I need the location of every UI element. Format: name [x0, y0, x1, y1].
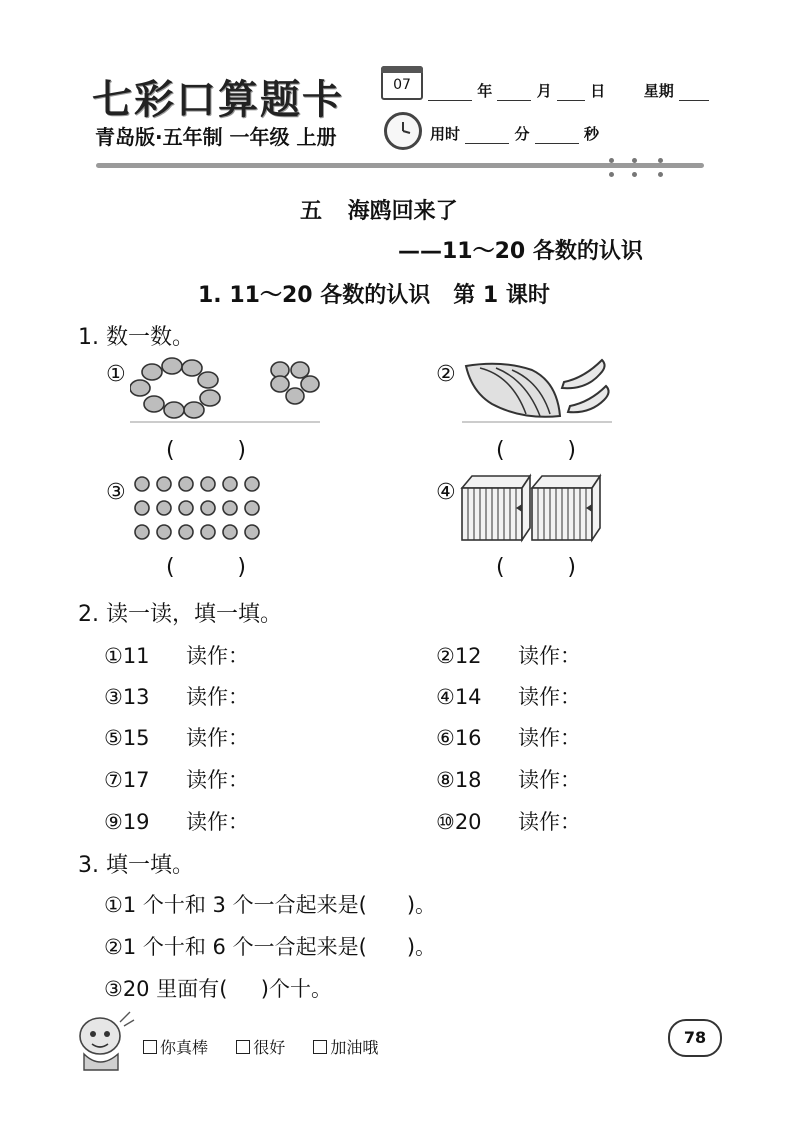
item-number: ④	[436, 480, 456, 505]
year-blank[interactable]	[428, 100, 472, 101]
brand-title: 七彩口算题卡	[92, 76, 344, 123]
month-label: 月	[536, 82, 552, 100]
answer-parentheses[interactable]: ( )	[496, 438, 576, 463]
answer-parentheses[interactable]: ( )	[496, 555, 576, 580]
item-number: ①	[106, 362, 126, 387]
rating-checkbox-keep-going[interactable]: 加油哦	[313, 1038, 378, 1057]
read-item[interactable]: ⑦17 读作：	[104, 768, 249, 792]
binder-pin	[609, 158, 614, 180]
date-line	[428, 80, 709, 101]
rating-checkbox-good[interactable]: 很好	[236, 1038, 285, 1057]
unit-title: 五 海鸥回来了	[300, 199, 458, 224]
answer-parentheses[interactable]: ( )	[166, 438, 246, 463]
minutes-blank[interactable]	[465, 143, 509, 144]
day-blank[interactable]	[557, 100, 585, 101]
counting-ring-picture	[130, 356, 330, 426]
day-label: 日	[590, 82, 606, 100]
time-used-label: 用时	[430, 125, 461, 143]
question-1-title: 1. 数一数。	[78, 325, 194, 350]
weekday-blank[interactable]	[679, 100, 709, 101]
calendar-icon	[381, 66, 423, 100]
page-number: 78	[668, 1019, 722, 1057]
read-item[interactable]: ⑩20 读作：	[436, 810, 581, 834]
read-item[interactable]: ⑥16 读作：	[436, 726, 581, 750]
rating-options	[143, 1035, 378, 1058]
time-line	[430, 123, 599, 144]
year-label: 年	[477, 82, 493, 100]
mascot-icon	[70, 1008, 136, 1072]
read-item[interactable]: ③13 读作：	[104, 685, 249, 709]
seconds-label: 秒	[583, 125, 599, 143]
read-item[interactable]: ④14 读作：	[436, 685, 581, 709]
rating-checkbox-great[interactable]: 你真棒	[143, 1038, 208, 1057]
calendar-number: 07	[393, 77, 411, 93]
question-3-title: 3. 填一填。	[78, 853, 194, 878]
minutes-label: 分	[514, 125, 530, 143]
cluster-of-dots	[271, 362, 319, 404]
edition-label: 青岛版·五年制 一年级 上册	[95, 125, 337, 149]
binder-pin	[658, 158, 663, 180]
seconds-blank[interactable]	[535, 143, 579, 144]
read-item[interactable]: ⑧18 读作：	[436, 768, 581, 792]
question-2-title: 2. 读一读，填一填。	[78, 602, 282, 627]
item-number: ③	[106, 480, 126, 505]
read-item[interactable]: ①11 读作：	[104, 644, 249, 668]
answer-parentheses[interactable]: ( )	[166, 555, 246, 580]
stick-bundles-picture	[460, 470, 610, 544]
clock-icon	[384, 112, 422, 150]
fill-item[interactable]: ①1 个十和 3 个一合起来是( )。	[104, 893, 437, 917]
binder-pin	[632, 158, 637, 180]
lesson-title: 1. 11～20 各数的认识 第 1 课时	[198, 283, 550, 308]
dot-grid-picture	[132, 474, 272, 544]
read-item[interactable]: ②12 读作：	[436, 644, 581, 668]
ring-of-dots	[130, 358, 220, 418]
read-item[interactable]: ⑤15 读作：	[104, 726, 249, 750]
unit-subtitle: ——11～20 各数的认识	[398, 239, 643, 264]
read-item[interactable]: ⑨19 读作：	[104, 810, 249, 834]
weekday-label: 星期	[643, 82, 674, 100]
banana-picture	[462, 356, 622, 426]
month-blank[interactable]	[497, 100, 531, 101]
fill-item[interactable]: ③20 里面有( )个十。	[104, 977, 332, 1001]
item-number: ②	[436, 362, 456, 387]
fill-item[interactable]: ②1 个十和 6 个一合起来是( )。	[104, 935, 437, 959]
